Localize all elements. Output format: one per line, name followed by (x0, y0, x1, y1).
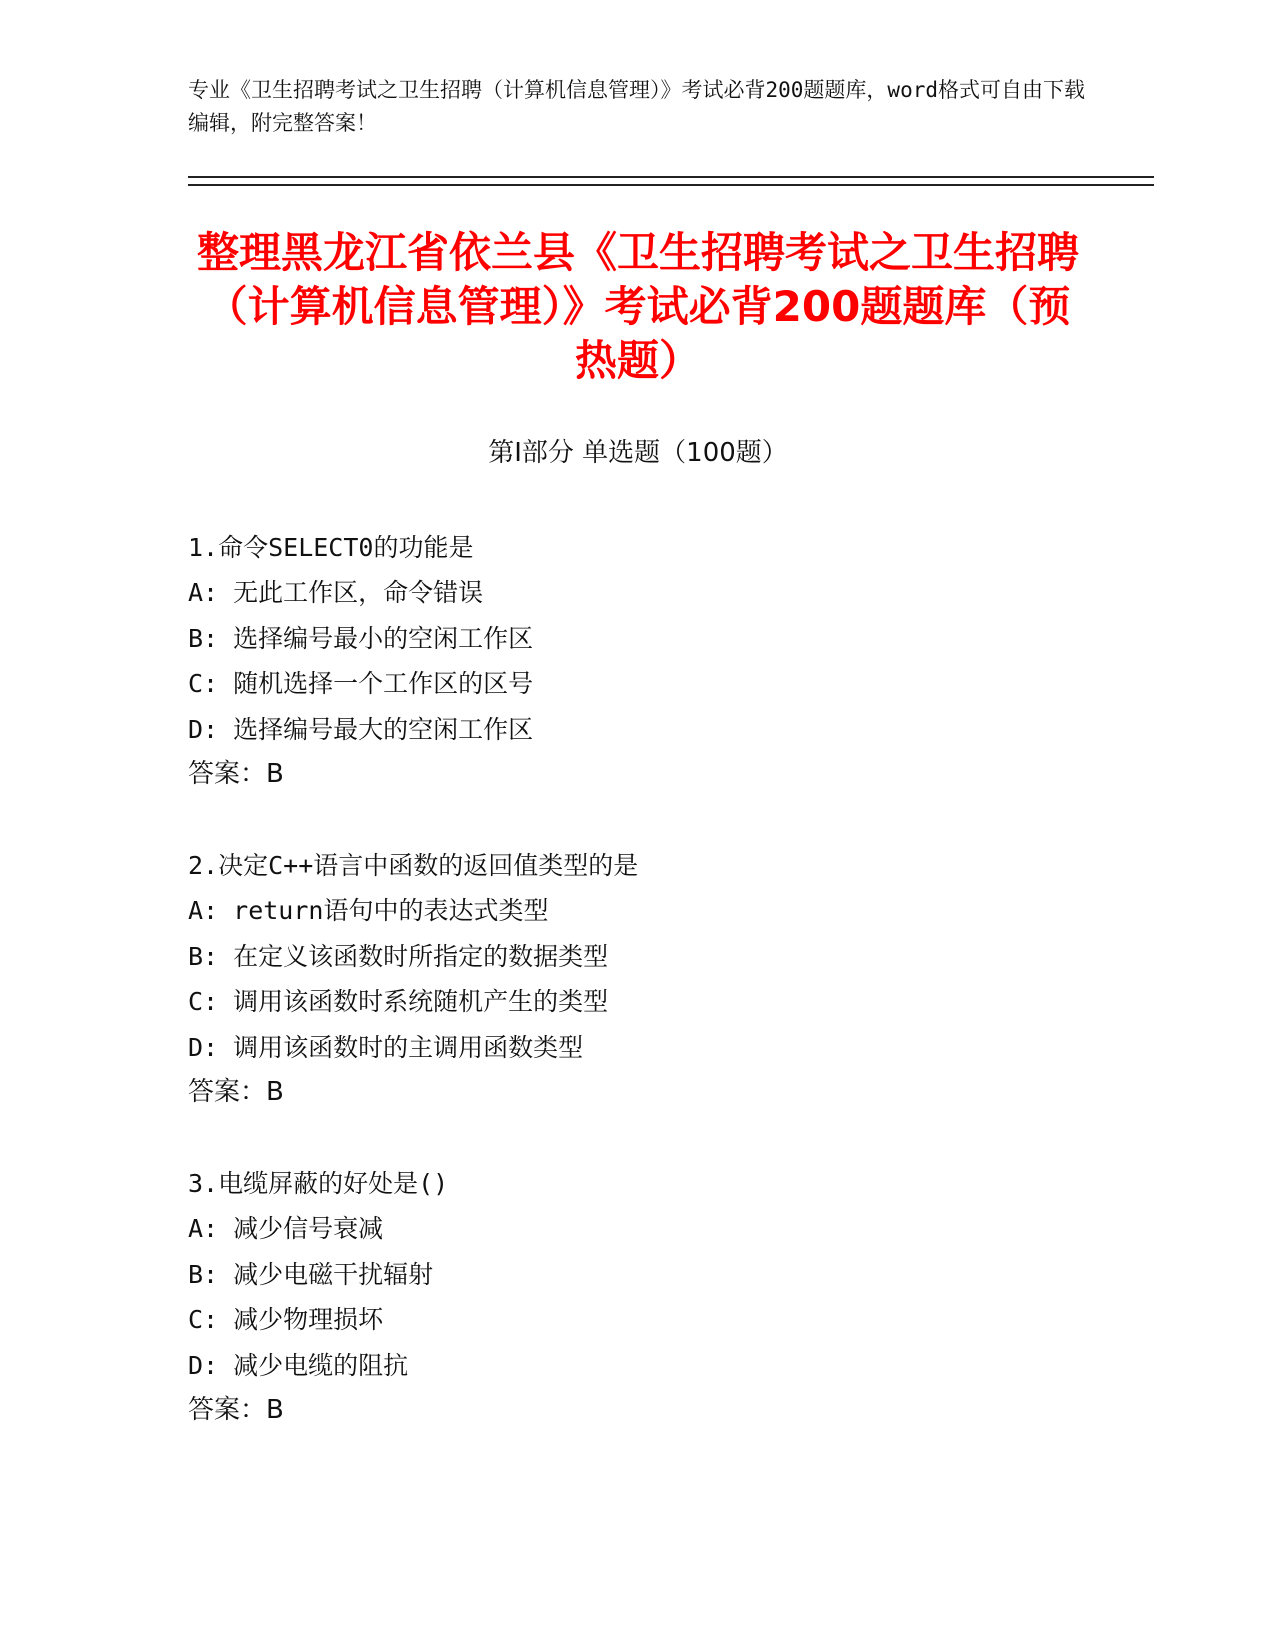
option-b: B: 选择编号最小的空闲工作区 (188, 623, 534, 653)
answer-line: 答案：B (188, 758, 284, 789)
option-b: B: 减少电磁干扰辐射 (188, 1259, 434, 1289)
header-divider-bottom (188, 184, 1154, 186)
section-title: 第Ⅰ部分 单选题（100题） (488, 438, 788, 468)
option-c: C: 随机选择一个工作区的区号 (188, 669, 534, 699)
option-d: D: 调用该函数时的主调用函数类型 (188, 1032, 584, 1062)
question-stem: 1.命令SELECT0的功能是 (188, 533, 474, 562)
option-a: A: 无此工作区，命令错误 (188, 578, 484, 608)
option-d: D: 选择编号最大的空闲工作区 (188, 714, 534, 744)
question-stem: 2.决定C++语言中函数的返回值类型的是 (188, 851, 639, 880)
answer-line: 答案：B (188, 1394, 284, 1425)
header-note: 专业《卫生招聘考试之卫生招聘（计算机信息管理）》考试必背200题题库，word格式可自由下载编辑，附完整答案！ (188, 78, 1085, 135)
option-c: C: 减少物理损坏 (188, 1305, 384, 1335)
document-title: 整理黑龙江省依兰县《卫生招聘考试之卫生招聘（计算机信息管理）》考试必背200题题库（预热题） (196, 228, 1079, 385)
header-divider-top (188, 176, 1154, 178)
question-2 (188, 843, 1088, 1115)
option-c: C: 调用该函数时系统随机产生的类型 (188, 987, 609, 1017)
option-a: A: return语句中的表达式类型 (188, 896, 549, 926)
option-b: B: 在定义该函数时所指定的数据类型 (188, 941, 609, 971)
question-1 (188, 525, 1088, 797)
question-3 (188, 1161, 1088, 1433)
question-stem: 3.电缆屏蔽的好处是() (188, 1169, 449, 1198)
option-a: A: 减少信号衰减 (188, 1214, 384, 1244)
option-d: D: 减少电缆的阻抗 (188, 1350, 409, 1380)
answer-line: 答案：B (188, 1076, 284, 1107)
